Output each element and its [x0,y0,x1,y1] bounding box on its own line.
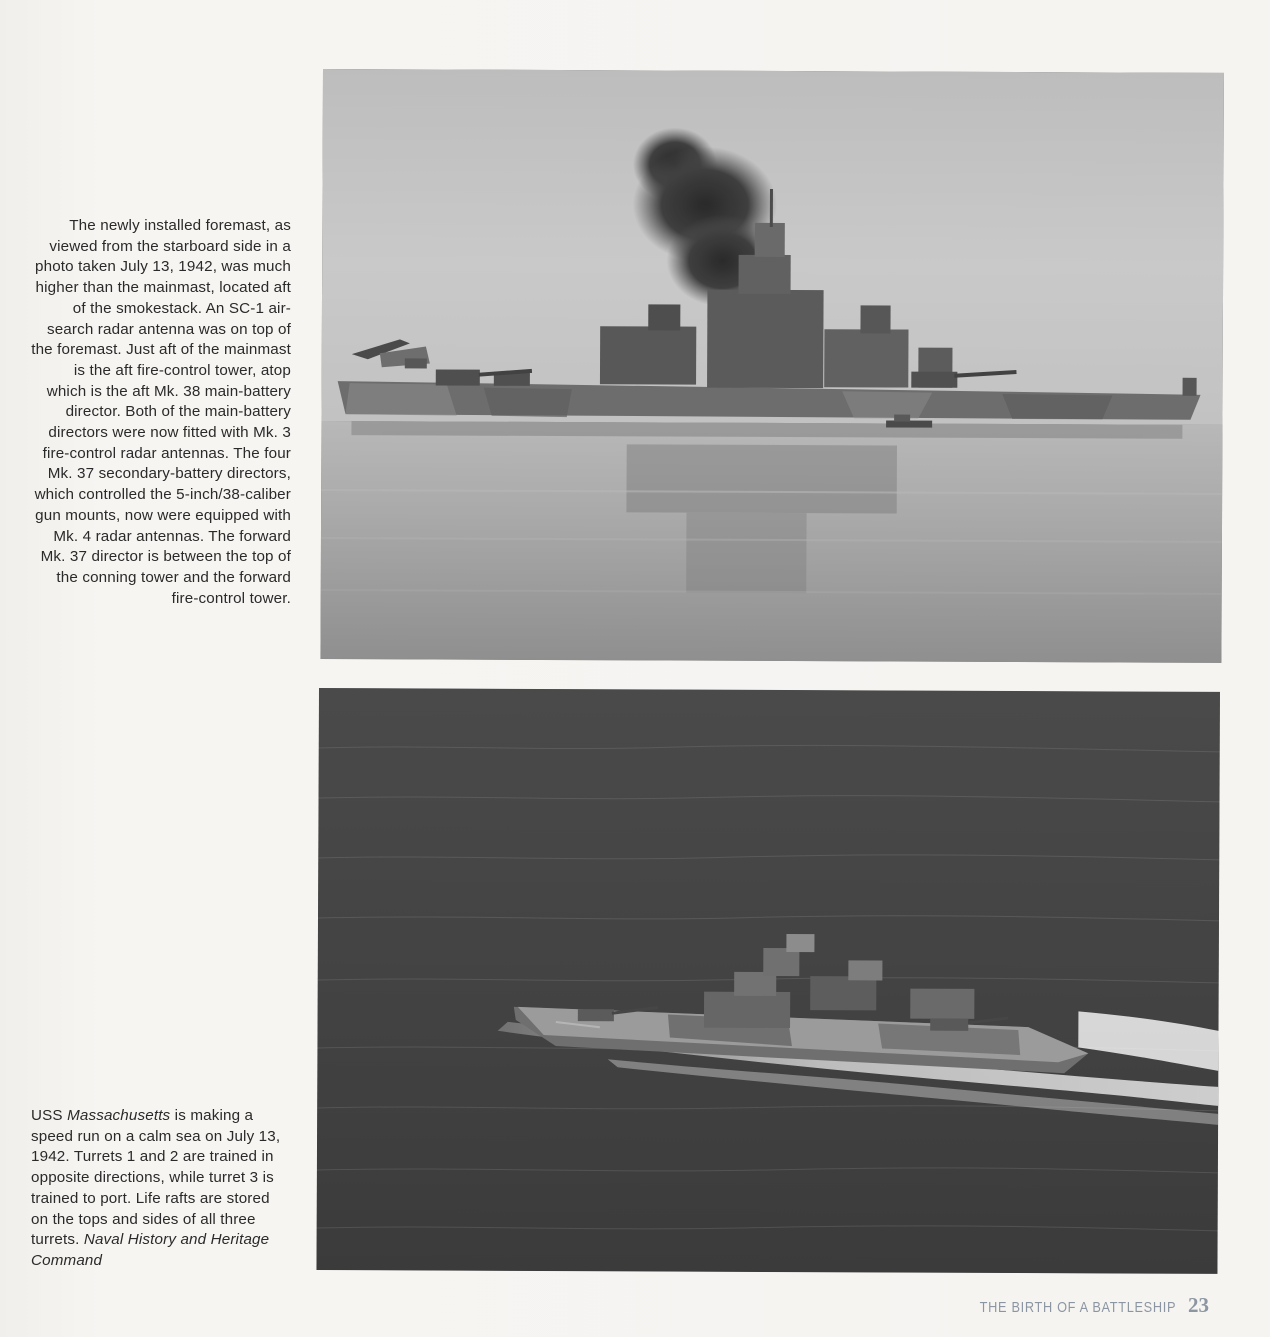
running-head: THE BIRTH OF A BATTLESHIP [979,1299,1176,1316]
ship-name: Massachusetts [67,1107,171,1124]
caption-body: is making a speed run on a calm sea on July 13, 1942. Turrets 1 and 2 are trained in opposite directions, while turret 3 is trained to port. Life rafts are stored on the tops and sides of all three turrets. [31,1107,281,1249]
bottom-photo-caption [31,1106,281,1272]
battleship-side-view-illustration [320,69,1224,663]
battleship-speed-run-illustration [316,688,1220,1274]
top-photo-caption: The newly installed foremast, as viewed from the starboard side in a photo taken July 13, 1942, was much higher than the mainmast, located aft of the smokestack. An SC-1 air-search radar antenna was on top of the foremast. Just aft of the mainmast is the aft fire-control tower, atop which is the aft Mk. 38 main-battery director. Both of the main-battery directors were now fitted with Mk. 3 fire-control radar antennas. The four Mk. 37 secondary-battery directors, which controlled the 5-inch/38-caliber gun mounts, now were equipped with Mk. 4 radar antennas. The forward Mk. 37 director is between the top of the conning tower and the forward fire-control tower. [31,217,291,607]
photo-credit: Naval History and Heritage Command [31,1231,270,1269]
battleship-speed-run-photo [316,688,1220,1274]
page-number: 23 [1188,1293,1209,1317]
caption-lead: USS [31,1107,68,1124]
page-footer [945,1293,1209,1318]
battleship-side-view-photo [320,69,1224,663]
